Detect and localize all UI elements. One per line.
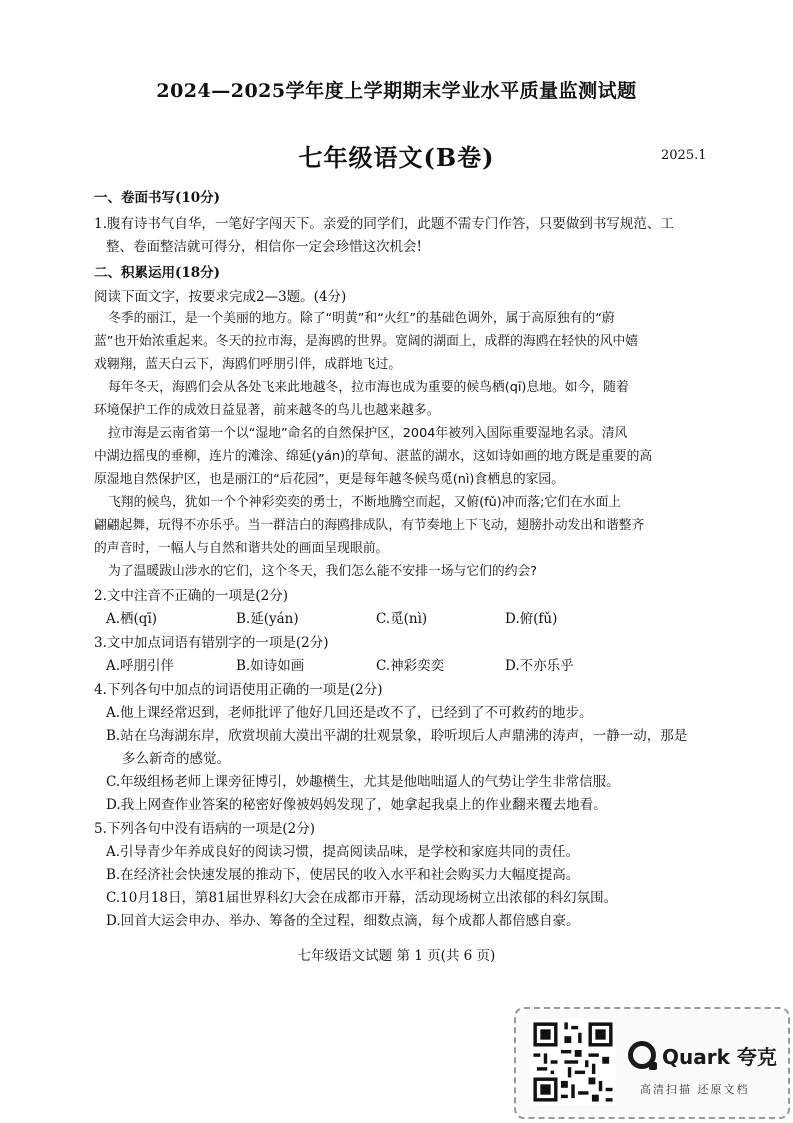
section1-heading: 一、卷面书写(10分) xyxy=(94,190,221,206)
quark-logo xyxy=(628,1039,778,1069)
q4-option-c: C.年级组杨老师上课旁征博引，妙趣横生，尤其是他咄咄逼人的气势让学生非常信服。 xyxy=(106,774,620,790)
passage-line: 的声音时，一幅人与自然和谐共处的画面呈现眼前。 xyxy=(94,541,389,556)
q3-option-c: C.神彩奕奕 xyxy=(376,658,445,674)
q2-option-c: C.觅(nì) xyxy=(376,611,428,627)
qr-code-icon xyxy=(530,1019,616,1105)
page-footer: 七年级语文试题 第 1 页(共 6 页) xyxy=(297,948,496,964)
passage-line: 翩翩起舞，玩得不亦乐乎。当一群洁白的海鸥排成队，有节奏地上下飞动，翅膀扑动发出和谐整齐 xyxy=(94,518,645,533)
q3-option-a: A.呼朋引伴 xyxy=(106,658,175,674)
q5-option-d: D.回首大运会申办、举办、筹备的全过程，细数点滴，每个成都人都倍感自豪。 xyxy=(106,913,580,929)
q2-stem: 2.文中注音不正确的一项是(2分) xyxy=(94,588,289,604)
q2-option-a: A.栖(qī) xyxy=(106,611,158,627)
q4-option-d: D.我上网查作业答案的秘密好像被妈妈发现了，她拿起我桌上的作业翻来覆去地看。 xyxy=(106,797,607,813)
section2-heading: 二、积累运用(18分) xyxy=(94,265,221,281)
q2-option-b: B.延(yán) xyxy=(236,611,299,627)
passage-line: 蓝”也开始浓重起来。冬天的拉市海，是海鸥的世界。宽阔的湖面上，成群的海鸥在轻快的风中嬉 xyxy=(94,334,639,349)
quark-watermark xyxy=(514,1007,790,1119)
q3-option-d: D.不亦乐乎 xyxy=(505,658,574,674)
q4-option-a: A.他上课经常迟到，老师批评了他好几回还是改不了，已经到了不可救药的地步。 xyxy=(106,705,593,721)
exam-title: 2024—2025学年度上学期期末学业水平质量监测试题 xyxy=(156,80,637,102)
exam-subtitle: 七年级语文(B卷) xyxy=(298,143,495,172)
q4-stem: 4.下列各句中加点的词语使用正确的一项是(2分) xyxy=(94,682,383,698)
passage-line: 环境保护工作的成效日益显著，前来越冬的鸟儿也越来越多。 xyxy=(94,403,440,418)
quark-brand-name: Quark 夸克 xyxy=(662,1045,777,1069)
q3-stem: 3.文中加点词语有错别字的一项是(2分) xyxy=(94,635,329,651)
q4-option-b-cont: 多么新奇的感觉。 xyxy=(122,751,230,767)
passage-line: 为了温暖跋山涉水的它们，这个冬天，我们怎么能不安排一场与它们的约会? xyxy=(108,564,538,579)
exam-date: 2025.1 xyxy=(661,148,707,163)
quark-logo-icon xyxy=(628,1041,656,1069)
passage-line: 原湿地自然保护区，也是丽江的“后花园”，更是每年越冬候鸟觅(nì)食栖息的家园。 xyxy=(94,472,565,487)
q3-option-b: B.如诗如画 xyxy=(236,658,305,674)
q5-option-c: C.10月18日，第81届世界科幻大会在成都市开幕，活动现场树立出浓郁的科幻氛围。 xyxy=(106,890,618,906)
passage-line: 拉市海是云南省第一个以“湿地”命名的自然保护区，2004年被列入国际重要湿地名录。清风 xyxy=(108,426,628,441)
quark-tagline: 高清扫描 还原文档 xyxy=(640,1083,750,1096)
q2-option-d: D.俯(fǔ) xyxy=(505,611,558,627)
q1-text-cont: 整、卷面整洁就可得分，相信你一定会珍惜这次机会! xyxy=(106,239,422,255)
q5-option-b: B.在经济社会快速发展的推动下，使居民的收入水平和社会购买力大幅度提高。 xyxy=(106,867,580,883)
q1-text: 1.腹有诗书气自华，一笔好字闯天下。亲爱的同学们，此题不需专门作答，只要做到书写规范、工 xyxy=(94,216,674,232)
q5-stem: 5.下列各句中没有语病的一项是(2分) xyxy=(94,821,316,837)
passage-line: 冬季的丽江，是一个美丽的地方。除了“明黄”和“火红”的基础色调外，属于高原独有的“蔚 xyxy=(108,311,615,326)
passage-line: 每年冬天，海鸥们会从各处飞来此地越冬，拉市海也成为重要的候鸟栖(qī)息地。如今，随着 xyxy=(108,380,629,395)
passage-line: 戏翱翔，蓝天白云下，海鸥们呼朋引伴，成群地飞过。 xyxy=(94,357,402,372)
passage-instruction: 阅读下面文字，按要求完成2—3题。(4分) xyxy=(94,289,347,305)
passage-line: 中湖边摇曳的垂柳，连片的滩涂、绵延(yán)的草甸、湛蓝的湖水，这如诗如画的地方既是重要的高 xyxy=(94,449,653,464)
passage-line: 飞翔的候鸟，犹如一个个神彩奕奕的勇士，不断地腾空而起，又俯(fǔ)冲而落;它们在水面上 xyxy=(108,495,622,510)
q5-option-a: A.引导青少年养成良好的阅读习惯，提高阅读品味，是学校和家庭共同的责任。 xyxy=(106,844,580,860)
q4-option-b: B.站在乌海湖东岸，欣赏坝前大漠出平湖的壮观景象，聆听坝后人声鼎沸的涛声，一静一动，那是 xyxy=(106,728,688,744)
